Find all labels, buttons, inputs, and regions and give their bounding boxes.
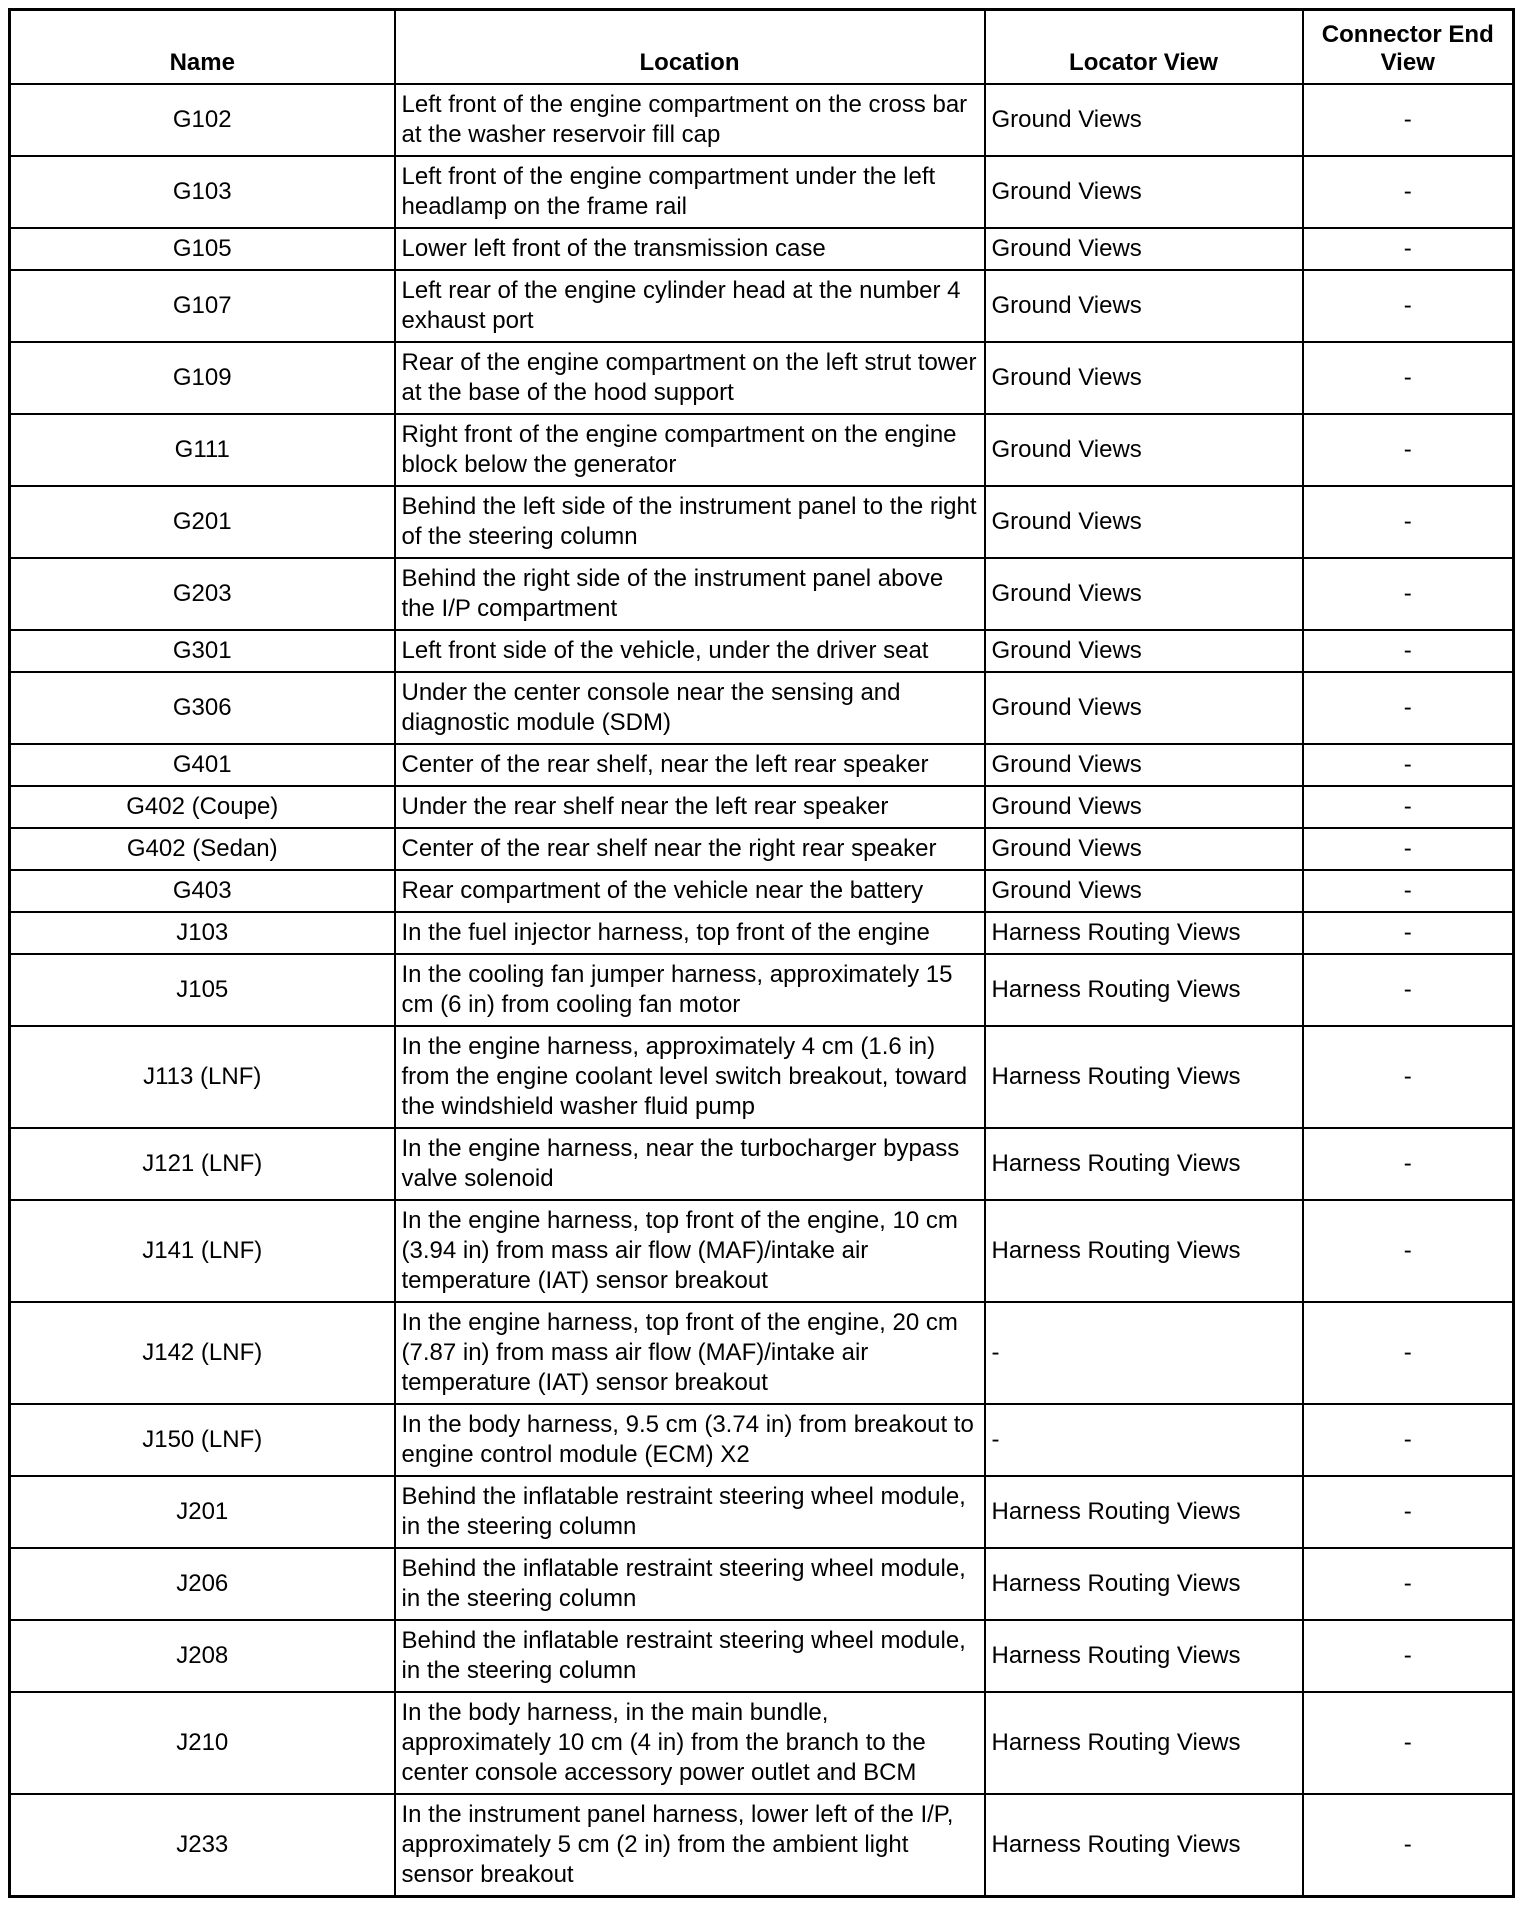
cell-location: Lower left front of the transmission case xyxy=(395,228,985,270)
cell-location: In the engine harness, top front of the engine, 10 cm (3.94 in) from mass air flow (MAF)/intake air temperature (IAT) sensor breakout xyxy=(395,1200,985,1302)
cell-location: Behind the right side of the instrument panel above the I/P compartment xyxy=(395,558,985,630)
cell-name: J113 (LNF) xyxy=(10,1026,395,1128)
cell-location: Rear compartment of the vehicle near the battery xyxy=(395,870,985,912)
cell-locator-view: Harness Routing Views xyxy=(985,1692,1303,1794)
table-row xyxy=(10,342,1514,414)
cell-name: G402 (Coupe) xyxy=(10,786,395,828)
cell-connector-end-view: - xyxy=(1303,1794,1514,1896)
cell-location: Under the center console near the sensing and diagnostic module (SDM) xyxy=(395,672,985,744)
cell-location: Right front of the engine compartment on the engine block below the generator xyxy=(395,414,985,486)
table-row xyxy=(10,672,1514,744)
cell-name: J150 (LNF) xyxy=(10,1404,395,1476)
cell-location: In the body harness, 9.5 cm (3.74 in) from breakout to engine control module (ECM) X2 xyxy=(395,1404,985,1476)
cell-locator-view: Harness Routing Views xyxy=(985,1620,1303,1692)
cell-location: Behind the inflatable restraint steering wheel module, in the steering column xyxy=(395,1548,985,1620)
cell-locator-view: Ground Views xyxy=(985,672,1303,744)
cell-connector-end-view: - xyxy=(1303,1692,1514,1794)
cell-connector-end-view: - xyxy=(1303,912,1514,954)
cell-connector-end-view: - xyxy=(1303,228,1514,270)
cell-name: J201 xyxy=(10,1476,395,1548)
table-row xyxy=(10,414,1514,486)
cell-name: J105 xyxy=(10,954,395,1026)
cell-locator-view: Harness Routing Views xyxy=(985,1476,1303,1548)
table-row xyxy=(10,1548,1514,1620)
cell-connector-end-view: - xyxy=(1303,1404,1514,1476)
cell-locator-view: Harness Routing Views xyxy=(985,1794,1303,1896)
cell-location: In the engine harness, near the turbocharger bypass valve solenoid xyxy=(395,1128,985,1200)
cell-name: G109 xyxy=(10,342,395,414)
cell-locator-view: Ground Views xyxy=(985,84,1303,156)
cell-location: Left front side of the vehicle, under the driver seat xyxy=(395,630,985,672)
cell-connector-end-view: - xyxy=(1303,486,1514,558)
cell-name: J206 xyxy=(10,1548,395,1620)
cell-location: Behind the inflatable restraint steering wheel module, in the steering column xyxy=(395,1476,985,1548)
cell-location: Rear of the engine compartment on the left strut tower at the base of the hood support xyxy=(395,342,985,414)
cell-name: J208 xyxy=(10,1620,395,1692)
cell-connector-end-view: - xyxy=(1303,672,1514,744)
cell-location: In the body harness, in the main bundle, approximately 10 cm (4 in) from the branch to the center console accessory power outlet and BCM xyxy=(395,1692,985,1794)
cell-locator-view: Ground Views xyxy=(985,486,1303,558)
cell-locator-view: Ground Views xyxy=(985,828,1303,870)
table-row xyxy=(10,1128,1514,1200)
cell-name: J210 xyxy=(10,1692,395,1794)
cell-name: G306 xyxy=(10,672,395,744)
cell-name: G301 xyxy=(10,630,395,672)
table-row xyxy=(10,1302,1514,1404)
cell-location: In the cooling fan jumper harness, approximately 15 cm (6 in) from cooling fan motor xyxy=(395,954,985,1026)
cell-locator-view: - xyxy=(985,1302,1303,1404)
cell-connector-end-view: - xyxy=(1303,1302,1514,1404)
cell-name: G111 xyxy=(10,414,395,486)
cell-locator-view: Harness Routing Views xyxy=(985,1200,1303,1302)
table-row xyxy=(10,486,1514,558)
cell-locator-view: Ground Views xyxy=(985,156,1303,228)
table-row xyxy=(10,156,1514,228)
cell-connector-end-view: - xyxy=(1303,786,1514,828)
table-row xyxy=(10,630,1514,672)
cell-location: Under the rear shelf near the left rear speaker xyxy=(395,786,985,828)
table-header-row xyxy=(10,10,1514,85)
cell-locator-view: Harness Routing Views xyxy=(985,912,1303,954)
cell-locator-view: Ground Views xyxy=(985,228,1303,270)
table-row xyxy=(10,84,1514,156)
cell-locator-view: - xyxy=(985,1404,1303,1476)
cell-connector-end-view: - xyxy=(1303,558,1514,630)
cell-location: In the fuel injector harness, top front of the engine xyxy=(395,912,985,954)
table-row xyxy=(10,828,1514,870)
cell-connector-end-view: - xyxy=(1303,744,1514,786)
cell-name: G402 (Sedan) xyxy=(10,828,395,870)
cell-connector-end-view: - xyxy=(1303,954,1514,1026)
cell-location: In the instrument panel harness, lower left of the I/P, approximately 5 cm (2 in) from the ambient light sensor breakout xyxy=(395,1794,985,1896)
cell-connector-end-view: - xyxy=(1303,270,1514,342)
cell-name: G102 xyxy=(10,84,395,156)
cell-connector-end-view: - xyxy=(1303,630,1514,672)
cell-locator-view: Harness Routing Views xyxy=(985,954,1303,1026)
cell-locator-view: Ground Views xyxy=(985,270,1303,342)
component-location-table-wrapper xyxy=(8,8,1512,1898)
cell-name: G403 xyxy=(10,870,395,912)
component-location-table xyxy=(8,8,1515,1898)
cell-connector-end-view: - xyxy=(1303,84,1514,156)
cell-location: Left front of the engine compartment on the cross bar at the washer reservoir fill cap xyxy=(395,84,985,156)
table-row xyxy=(10,1476,1514,1548)
header-name: Name xyxy=(10,10,395,85)
table-row xyxy=(10,1620,1514,1692)
cell-name: G103 xyxy=(10,156,395,228)
cell-name: G203 xyxy=(10,558,395,630)
header-locator-view: Locator View xyxy=(985,10,1303,85)
cell-location: Center of the rear shelf near the right rear speaker xyxy=(395,828,985,870)
table-row xyxy=(10,786,1514,828)
cell-name: G401 xyxy=(10,744,395,786)
cell-locator-view: Harness Routing Views xyxy=(985,1128,1303,1200)
table-row xyxy=(10,1794,1514,1896)
cell-location: Behind the inflatable restraint steering wheel module, in the steering column xyxy=(395,1620,985,1692)
cell-locator-view: Ground Views xyxy=(985,630,1303,672)
cell-connector-end-view: - xyxy=(1303,414,1514,486)
cell-connector-end-view: - xyxy=(1303,870,1514,912)
cell-connector-end-view: - xyxy=(1303,342,1514,414)
cell-name: J103 xyxy=(10,912,395,954)
cell-connector-end-view: - xyxy=(1303,1200,1514,1302)
table-row xyxy=(10,1404,1514,1476)
cell-location: Center of the rear shelf, near the left rear speaker xyxy=(395,744,985,786)
cell-locator-view: Ground Views xyxy=(985,342,1303,414)
cell-locator-view: Ground Views xyxy=(985,414,1303,486)
cell-name: G105 xyxy=(10,228,395,270)
header-connector-end-view: Connector End View xyxy=(1303,10,1514,85)
cell-location: In the engine harness, top front of the engine, 20 cm (7.87 in) from mass air flow (MAF)/intake air temperature (IAT) sensor breakout xyxy=(395,1302,985,1404)
cell-locator-view: Ground Views xyxy=(985,744,1303,786)
cell-name: J141 (LNF) xyxy=(10,1200,395,1302)
table-row xyxy=(10,744,1514,786)
cell-connector-end-view: - xyxy=(1303,1548,1514,1620)
table-row xyxy=(10,912,1514,954)
cell-connector-end-view: - xyxy=(1303,1128,1514,1200)
cell-locator-view: Ground Views xyxy=(985,870,1303,912)
cell-name: G201 xyxy=(10,486,395,558)
cell-name: G107 xyxy=(10,270,395,342)
cell-connector-end-view: - xyxy=(1303,1476,1514,1548)
cell-connector-end-view: - xyxy=(1303,156,1514,228)
table-row xyxy=(10,228,1514,270)
cell-connector-end-view: - xyxy=(1303,1620,1514,1692)
cell-name: J233 xyxy=(10,1794,395,1896)
table-row xyxy=(10,1200,1514,1302)
cell-locator-view: Ground Views xyxy=(985,786,1303,828)
cell-connector-end-view: - xyxy=(1303,1026,1514,1128)
table-row xyxy=(10,954,1514,1026)
header-location: Location xyxy=(395,10,985,85)
table-row xyxy=(10,1692,1514,1794)
cell-connector-end-view: - xyxy=(1303,828,1514,870)
table-row xyxy=(10,870,1514,912)
cell-locator-view: Harness Routing Views xyxy=(985,1548,1303,1620)
table-row xyxy=(10,1026,1514,1128)
table-row xyxy=(10,270,1514,342)
cell-location: Left front of the engine compartment under the left headlamp on the frame rail xyxy=(395,156,985,228)
cell-name: J121 (LNF) xyxy=(10,1128,395,1200)
cell-location: Behind the left side of the instrument panel to the right of the steering column xyxy=(395,486,985,558)
cell-locator-view: Ground Views xyxy=(985,558,1303,630)
cell-name: J142 (LNF) xyxy=(10,1302,395,1404)
table-row xyxy=(10,558,1514,630)
cell-locator-view: Harness Routing Views xyxy=(985,1026,1303,1128)
cell-location: In the engine harness, approximately 4 cm (1.6 in) from the engine coolant level switch breakout, toward the windshield washer fluid pump xyxy=(395,1026,985,1128)
cell-location: Left rear of the engine cylinder head at the number 4 exhaust port xyxy=(395,270,985,342)
table-body xyxy=(10,84,1514,1896)
